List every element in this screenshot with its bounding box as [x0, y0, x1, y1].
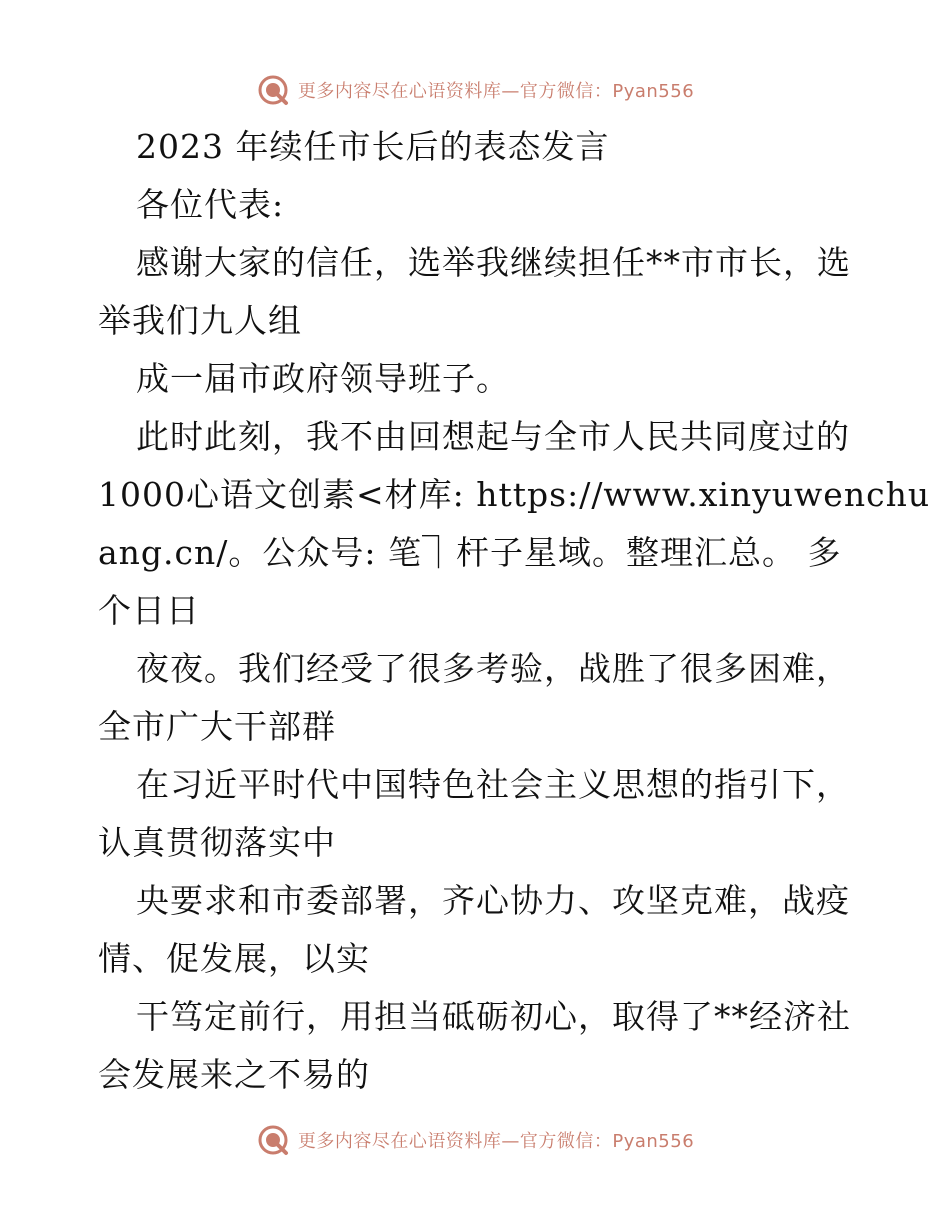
text-line: 成一届市政府领导班子。: [136, 359, 510, 398]
watermark-text: 更多内容尽在心语资料库—官方微信：Pyan556: [297, 1131, 695, 1152]
text-line: 央要求和市委部署，齐心协力、攻坚克难，战疫: [136, 881, 850, 920]
text-line: 会发展来之不易的: [98, 1055, 370, 1094]
text-line: 干笃定前行，用担当砥砺初心，取得了**经济社: [136, 997, 851, 1036]
watermark-text: 更多内容尽在心语资料库—官方微信：Pyan556: [297, 81, 695, 102]
text-line: 举我们九人组: [98, 301, 302, 340]
text-line: 此时此刻，我不由回想起与全市人民共同度过的: [136, 417, 850, 456]
pen-logo-icon: [256, 1123, 290, 1157]
text-line: 夜夜。我们经受了很多考验，战胜了很多困难，: [136, 649, 850, 688]
text-line: 全市广大干部群: [98, 707, 336, 746]
document-title: 2023 年续任市长后的表态发言: [136, 127, 610, 166]
text-line: 1000心语文创素<材库: https://www.xinyuwenchu: [98, 475, 931, 514]
footer-watermark: [0, 1120, 950, 1160]
salutation: 各位代表:: [136, 185, 285, 224]
text-line: 个日日: [98, 591, 200, 630]
text-line: 在习近平时代中国特色社会主义思想的指引下，: [136, 765, 850, 804]
text-line: 感谢大家的信任，选举我继续担任**市市长，选: [136, 243, 851, 282]
text-line: 认真贯彻落实中: [98, 823, 336, 862]
text-line: 情、促发展，以实: [98, 939, 370, 978]
text-line: ang.cn/。公众号: 笔⏋杆子星域。整理汇总。 多: [98, 533, 842, 572]
